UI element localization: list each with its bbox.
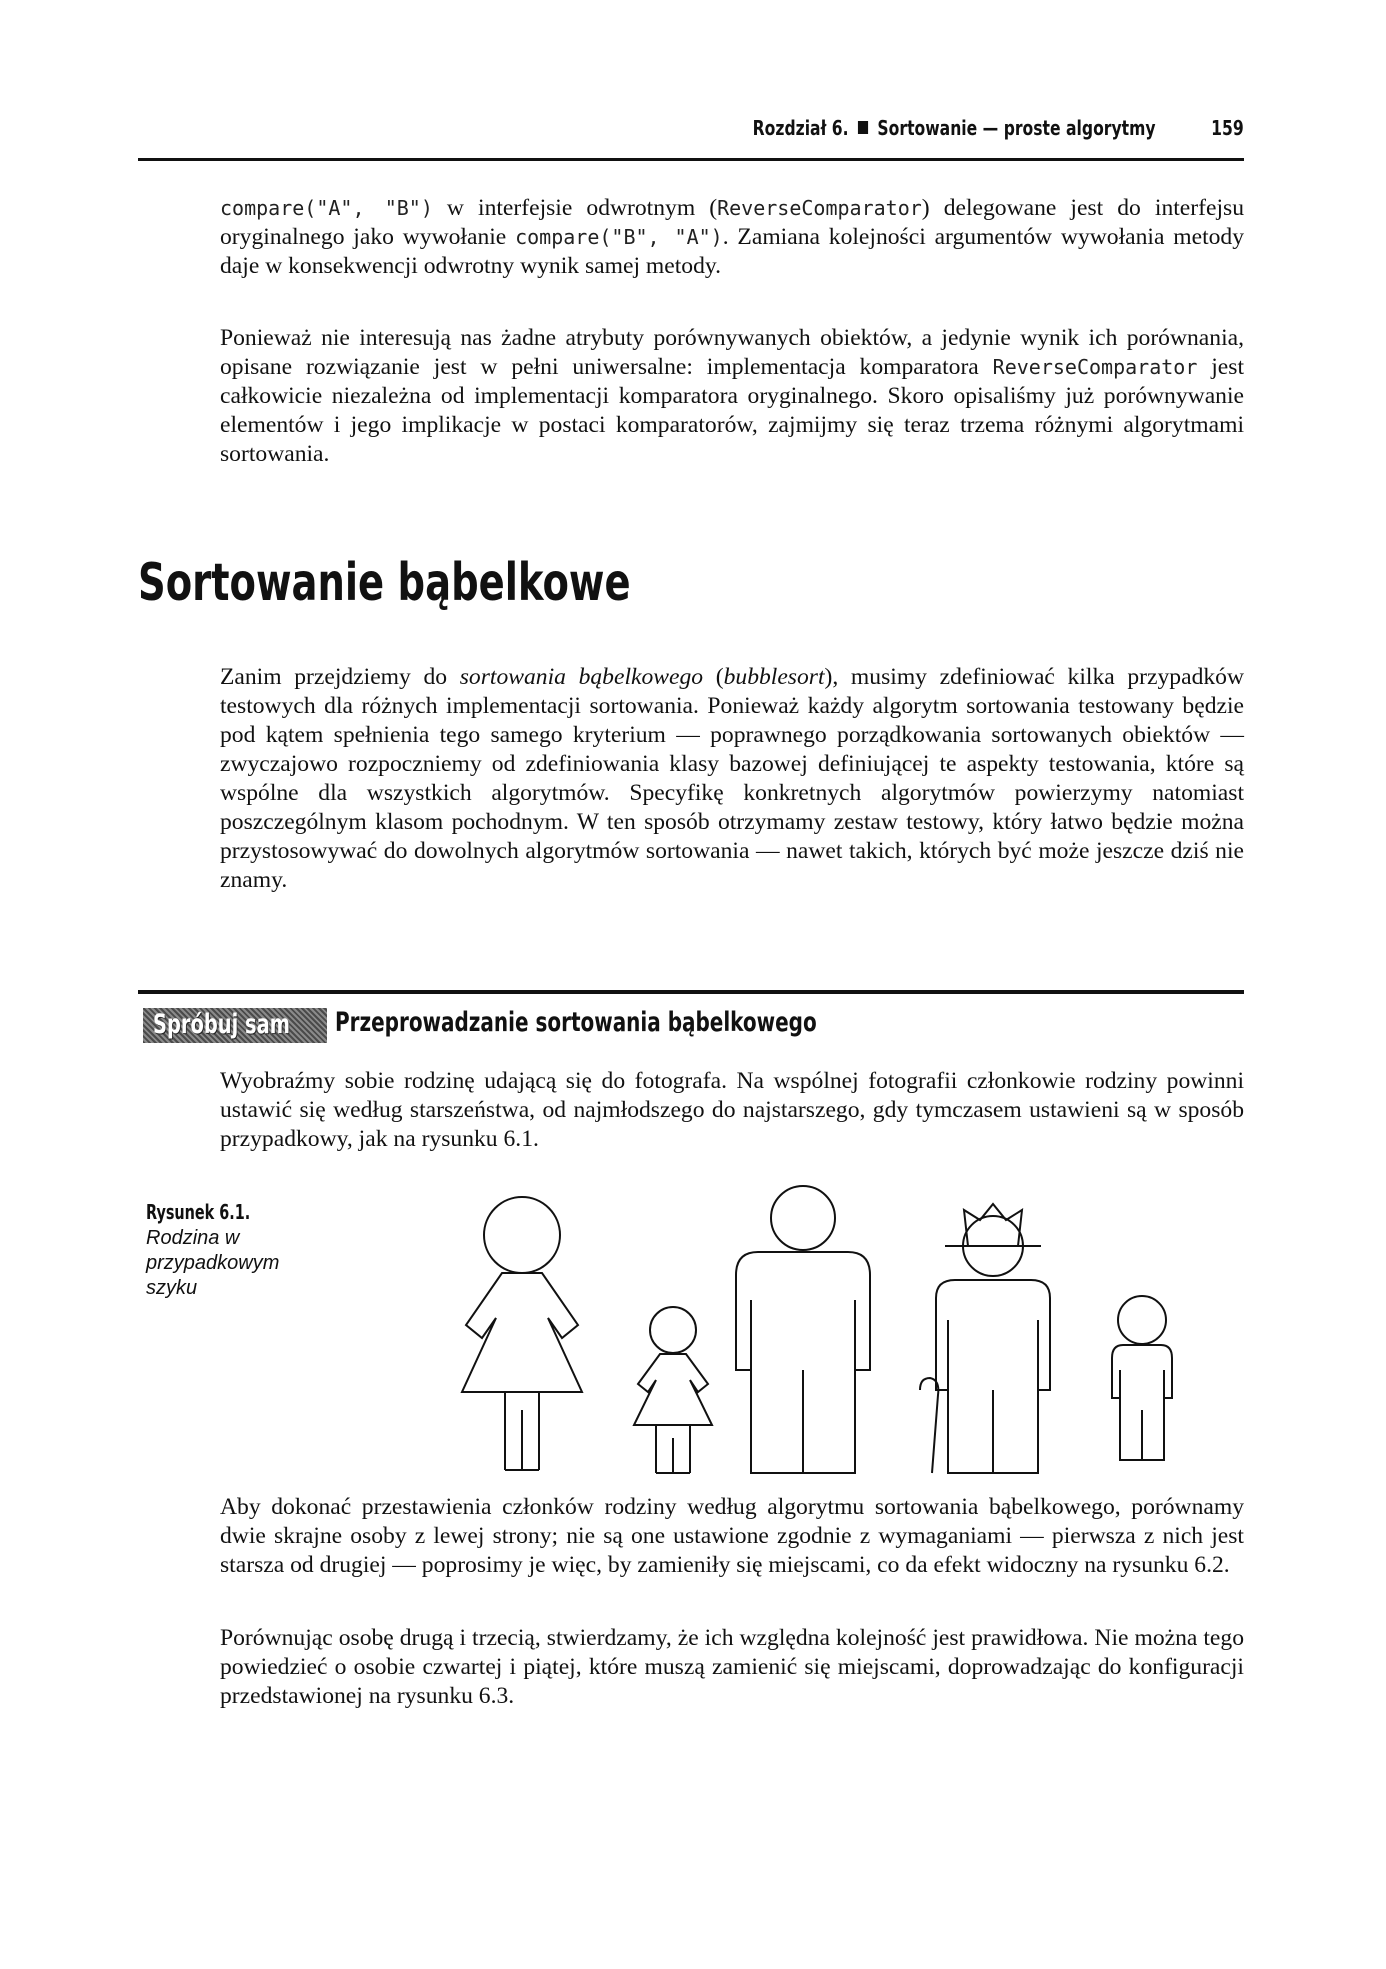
inline-code: compare("B", "A") [515, 225, 723, 249]
try-it-divider [138, 990, 1244, 994]
text: ), musimy zdefiniować kilka przypadków testowych dla różnych implementacji sortowania. Ponieważ każdy algorytm sortowania testowany będzie pod kątem spełnienia tego samego kryterium — poprawnego porządkowania sortowanych obiektów — zwyczajowo rozpoczniemy od zdefiniowania klasy bazowej definiującej te aspekty testowania, które są wspólne dla wszystkich algorytmów. Specyfikę konkretnych algorytmów powierzymy natomiast poszczególnym klasom pochodnym. W ten sposób otrzymamy zestaw testowy, który łatwo będzie można przystosowywać do dowolnych algorytmów sortowania — nawet takich, których być może jeszcze dziś nie znamy. [220, 664, 1244, 893]
paragraph-2 [220, 324, 1244, 469]
family-illustration [440, 1180, 1240, 1480]
boy-figure [1112, 1296, 1172, 1460]
try-it-title: Przeprowadzanie sortowania bąbelkowego [335, 1007, 817, 1038]
paragraph-1 [220, 194, 1244, 281]
try-it-badge-label: Spróbuj sam [153, 1009, 290, 1040]
text: w interfejsie odwrotnym ( [432, 195, 718, 221]
inline-code: ReverseComparator [992, 355, 1198, 379]
chapter-label: Rozdział 6. [753, 116, 850, 140]
paragraph-4: Wyobraźmy sobie rodzinę udającą się do fotografa. Na wspólnej fotografii członkowie rodziny powinni ustawić się według starszeństwa, od najmłodszego do najstarszego, gdy tymczasem ustawieni są w sposób przypadkowy, jak na rysunku 6.1. [220, 1068, 1244, 1152]
inline-code: compare("A", "B") [220, 196, 433, 220]
woman-figure [462, 1197, 582, 1470]
inline-code: ReverseComparator [717, 196, 922, 220]
paragraph-6: Porównując osobę drugą i trzecią, stwierdzamy, że ich względna kolejność jest prawidłowa. Nie można tego powiedzieć o osobie czwartej i piątej, które muszą zamienić się miejscami, doprowadzając do konfiguracji przedstawionej na rysunku 6.3. [220, 1625, 1244, 1709]
running-header-title [753, 116, 1156, 140]
grandfather-figure [920, 1204, 1050, 1473]
page-number: 159 [1211, 116, 1244, 140]
italic-term: bubblesort [723, 664, 825, 690]
section-heading: Sortowanie bąbelkowe [138, 553, 631, 613]
text: ) delegowane jest do interfejsu oryginalnego jako wywołanie [220, 195, 1244, 250]
man-figure [736, 1186, 870, 1473]
figure-caption [146, 1200, 336, 1301]
running-header [138, 112, 1244, 161]
text: Ponieważ nie interesują nas żadne atrybuty porównywanych obiektów, a jedynie wynik ich porównania, opisane rozwiązanie jest w pełni uniwersalne: implementacja komparatora [220, 325, 1244, 380]
text: jest całkowicie niezależna od implementacji komparatora oryginalnego. Skoro opisaliśmy już porównywanie elementów i jego implikacje w postaci komparatorów, zajmijmy się teraz trzema różnymi algorytmami sortowania. [220, 354, 1244, 467]
figure-caption-text: Rodzina w przypadkowym szyku [146, 1227, 280, 1299]
paragraph-3 [220, 663, 1244, 895]
paragraph-5: Aby dokonać przestawienia członków rodziny według algorytmu sortowania bąbelkowego, porównamy dwie skrajne osoby z lewej strony; nie są one ustawione zgodnie z wymaganiami — pierwsza z nich jest starsza od drugiej — poprosimy je więc, by zamieniły się miejscami, co da efekt widoczny na rysunku 6.2. [220, 1494, 1244, 1578]
text: . Zamiana kolejności argumentów wywołania metody daje w konsekwencji odwrotny wynik samej metody. [220, 224, 1245, 279]
try-it-badge [143, 1008, 327, 1043]
text: Zanim przejdziemy do [220, 664, 460, 690]
figure-label: Rysunek 6.1. [146, 1200, 251, 1224]
chapter-title: Sortowanie — proste algorytmy [877, 116, 1156, 140]
italic-term: sortowania bąbelkowego [459, 664, 704, 690]
girl-figure [634, 1307, 712, 1473]
bullet-square-icon [858, 121, 868, 134]
figure-family [440, 1180, 1240, 1480]
text: ( [703, 664, 724, 690]
